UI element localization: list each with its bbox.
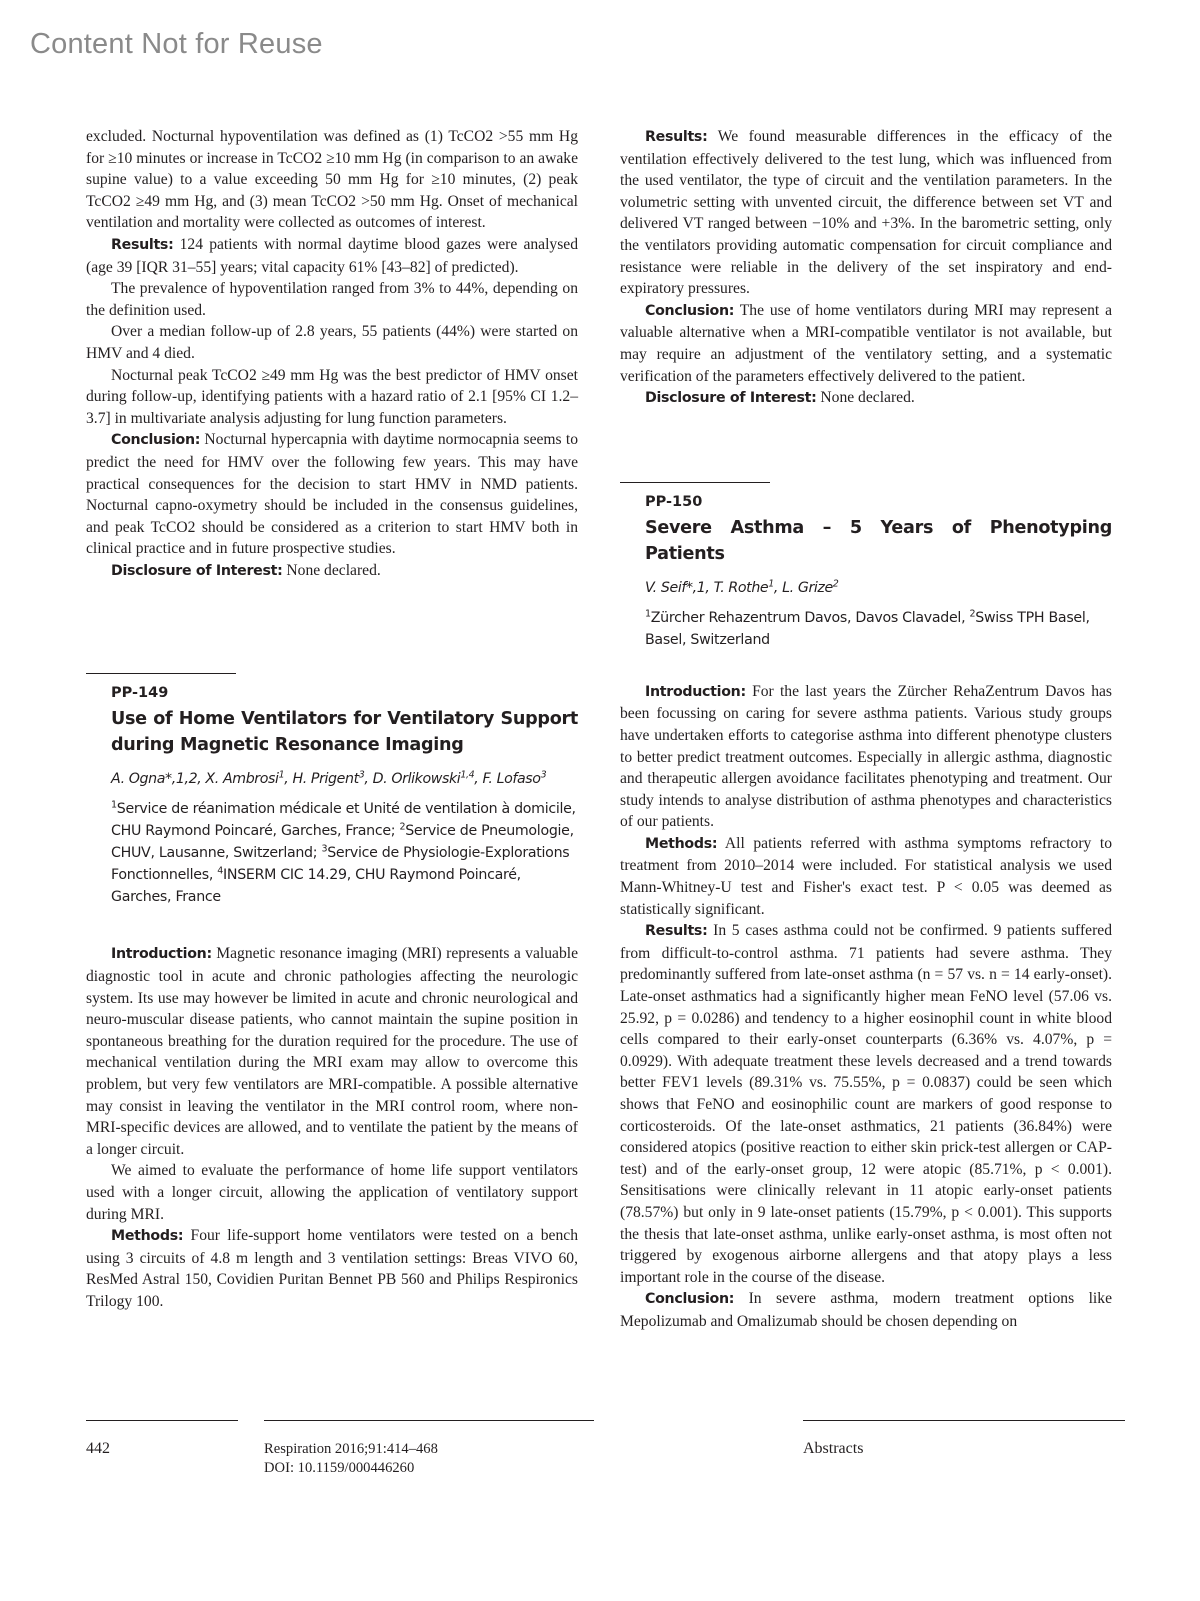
section-name: Abstracts (803, 1440, 864, 1457)
abstract-affiliations (645, 607, 1112, 651)
paragraph: excluded. Nocturnal hypoventilation was defined as (1) TcCO2 >55 mm Hg for ≥10 minutes or increase in TcCO2 ≥10 mm Hg (in comparison to an awake supine value) to a value exceeding 50 mm Hg for ≥10 minutes, (2) peak TcCO2 ≥49 mm Hg, and (3) mean TcCO2 >50 mm Hg. Onset of mechanical ventilation and mortality were collected as outcomes of interest. (86, 128, 578, 232)
paragraph-text: We found measurable differences in the efficacy of the ventilation effectively delivered to the test lung, which was influenced from the used ventilator, the type of circuit and the ventilation parameters. In the volumetric setting with unvented circuit, the difference between set VT and delivered VT ranged between −10% and +3%. In the barometric setting, only the ventilators providing automatic compensation for circuit compliance and resistance were reliable in the delivery of the set inspiratory and end-expiratory pressures. (620, 128, 1112, 298)
abstract-title: Use of Home Ventilators for Ventilatory Support during Magnetic Resonance Imaging (111, 709, 578, 756)
paragraph-text: None declared. (816, 389, 915, 407)
section-heading: Conclusion: (645, 302, 735, 319)
conclusion-paragraph (86, 429, 578, 560)
abstract-id: PP-150 (645, 493, 703, 510)
methods-paragraph (620, 833, 1112, 920)
paragraph: We aimed to evaluate the performance of home life support ventilators used with a longer circuit, allowing the application of ventilatory support during MRI. (86, 1162, 578, 1223)
right-column (620, 126, 1112, 1333)
abstract-authors (645, 577, 1112, 599)
introduction-paragraph (86, 943, 578, 1160)
introduction-paragraph (620, 681, 1112, 833)
section-heading: Conclusion: (111, 432, 201, 449)
abstract-divider (620, 482, 770, 483)
disclosure-paragraph (86, 560, 578, 583)
methods-paragraph (86, 1225, 578, 1312)
paragraph-text: All patients referred with asthma symptoms refractory to treatment from 2010–2014 were included. For statistical analysis we used Mann-Whitney-U test and Fisher's exact test. P < 0.05 was deemed as statistically significant. (620, 834, 1112, 918)
paragraph-text: In 5 cases asthma could not be confirmed. 9 patients suffered from difficult-to-control asthma. 71 patients had severe asthma. They predominantly suffered from late-onset asthma (n = 57 vs. n = 14 early-onset). Late-onset asthmatics had a significantly higher mean FeNO level (57.06 vs. 25.92, p = 0.0286) and tendency to a higher eosinophil count in white blood cells compared to their early-onset counterparts (6.36% vs. 4.07%, p = 0.0929). With adequate treatment these levels decreased and a trend towards better FEV1 levels (89.31% vs. 75.55%, p = 0.0837) could be seen which shows that FeNO and eosinophilic count are markers of good response to corticosteroids. Of the late-onset asthmatics, 21 patients (36.84%) were considered atopics (positive reaction to either skin prick-test allergen or CAP-test) and of the early-onset group, 12 were atopic (85.71%, p < 0.001). Sensitisations were clinically relevant in 11 atopic early-onset patients (78.57%) but only in 9 late-onset patients (15.79%, p < 0.001). This supports the thesis that late-onset asthma, unlike early-onset asthma, is most often not triggered by exogenous airborne allergens and that atopy plays a less important role in the course of the disease. (620, 922, 1112, 1286)
footer-rule (86, 1420, 238, 1421)
abstract-affiliations (111, 798, 578, 908)
paragraph-text: The use of home ventilators during MRI may represent a valuable alternative when a MRI-compatible ventilator is not available, but may require an adjustment of the ventilatory setting, and a systematic verification of the parameters effectively delivered to the patient. (620, 301, 1112, 385)
journal-citation (264, 1440, 438, 1478)
results-paragraph (620, 126, 1112, 300)
abstract-header-pp150 (620, 491, 1112, 651)
section-heading: Methods: (645, 835, 718, 852)
abstract-id: PP-149 (111, 685, 169, 702)
section-heading: Disclosure of Interest: (645, 390, 817, 407)
abstract-title: Severe Asthma – 5 Years of Phenotyping Patients (645, 517, 1112, 564)
section-heading: Results: (111, 236, 174, 253)
page-number: 442 (86, 1440, 110, 1457)
conclusion-paragraph (620, 300, 1112, 387)
section-heading: Introduction: (111, 946, 212, 963)
authors-text: V. Seif*,1, T. Rothe$^1$, L. Grize$^2$ (645, 577, 839, 596)
paragraph-text: 124 patients with normal daytime blood gazes were analysed (age 39 [IQR 31–55] years; vital capacity 61% [43–82] of predicted). (86, 235, 578, 276)
paragraph-text: In severe asthma, modern treatment options like Mepolizumab and Omalizumab should be chosen depending on (620, 1290, 1112, 1330)
section-heading: Conclusion: (645, 1291, 735, 1308)
footer-rule (264, 1420, 594, 1421)
left-column (86, 126, 578, 1313)
watermark: Content Not for Reuse (30, 28, 323, 60)
paragraph: Over a median follow-up of 2.8 years, 55 patients (44%) were started on HMV and 4 died. (86, 323, 578, 362)
disclosure-paragraph (620, 387, 1112, 410)
section-heading: Results: (645, 129, 708, 145)
affiliations-text: $^1$Service de réanimation médicale et Unité de ventilation à domicile, CHU Raymond Poincaré, Garches, France; $^2$Service de Pneumologie, CHUV, Lausanne, Switzerland; $^3$Service de Physiologie-Explorations Fonctionnelles, $^4$INSERM CIC 14.29, CHU Raymond Poincaré, Garches, France (111, 799, 576, 906)
conclusion-paragraph (620, 1288, 1112, 1332)
authors-text: A. Ogna*,1,2, X. Ambrosi$^1$, H. Prigent$^3$, D. Orlikowski$^{1,4}$, F. Lofaso$^3$ (111, 769, 547, 788)
paragraph-text: Nocturnal hypercapnia with daytime normocapnia seems to predict the need for HMV over the following few years. This may have practical consequences for the decision to start HMV in NMD patients. Nocturnal capno-oxymetry should be included in the consensus guidelines, and peak TcCO2 should be considered as a criterion to start HMV both in clinical practice and in future prospective studies. (86, 431, 578, 558)
page-footer (0, 1420, 1200, 1480)
results-paragraph (620, 920, 1112, 1288)
section-heading: Results: (645, 923, 708, 940)
section-heading: Disclosure of Interest: (111, 562, 283, 579)
paragraph-text: Four life-support home ventilators were tested on a bench using 3 circuits of 4.8 m length and 3 ventilation settings: Breas VIVO 60, ResMed Astral 150, Covidien Puritan Bennet PB 560 and Philips Respironics Trilogy 100. (86, 1227, 578, 1310)
results-paragraph (86, 234, 578, 278)
abstract-divider (86, 673, 236, 674)
paragraph-text: For the last years the Zürcher RehaZentrum Davos has been focussing on caring for severe asthma patients. Various study groups have undertaken efforts to categorise asthma into different phenotype clusters to better predict treatment outcomes. Especially in allergic asthma, diagnostic and therapeutic allergen avoidance facilitates phenotyping and treatment. Our study intends to analyse distribution of asthma phenotypes and characteristics of our patients. (620, 682, 1112, 831)
section-heading: Methods: (111, 1228, 184, 1245)
paragraph-text: Magnetic resonance imaging (MRI) represents a valuable diagnostic tool in acute and chronic pathologies affecting the neurologic system. Its use may however be limited in acute and chronic neurological and neuro-muscular disease patients, who cannot maintain the supine position in spontaneous breathing for the duration required for the procedure. The use of mechanical ventilation during the MRI exam may allow to overcome this problem, but very few ventilators are MRI-compatible. A possible alternative may consist in leaving the ventilator in the MRI control room, where non-MRI-specific devices are allowed, and to ventilate the patient by the means of a longer circuit. (86, 945, 578, 1158)
doi: DOI: 10.1159/000446260 (264, 1460, 415, 1476)
paragraph: Nocturnal peak TcCO2 ≥49 mm Hg was the best predictor of HMV onset during follow-up, identifying patients with a hazard ratio of 2.1 [95% CI 1.2–3.7] in multivariate analysis adjusting for lung function parameters. (86, 366, 578, 427)
abstract-authors (111, 768, 578, 790)
abstract-header-pp149 (86, 682, 578, 908)
paragraph-text: None declared. (282, 561, 381, 579)
affiliations-text: $^1$Zürcher Rehazentrum Davos, Davos Clavadel, $^2$Swiss TPH Basel, Basel, Switzerland (645, 607, 1090, 648)
section-heading: Introduction: (645, 683, 746, 700)
footer-rule (803, 1420, 1125, 1421)
journal-name: Respiration 2016;91:414–468 (264, 1441, 438, 1457)
paragraph: The prevalence of hypoventilation ranged from 3% to 44%, depending on the definition used. (86, 280, 578, 319)
